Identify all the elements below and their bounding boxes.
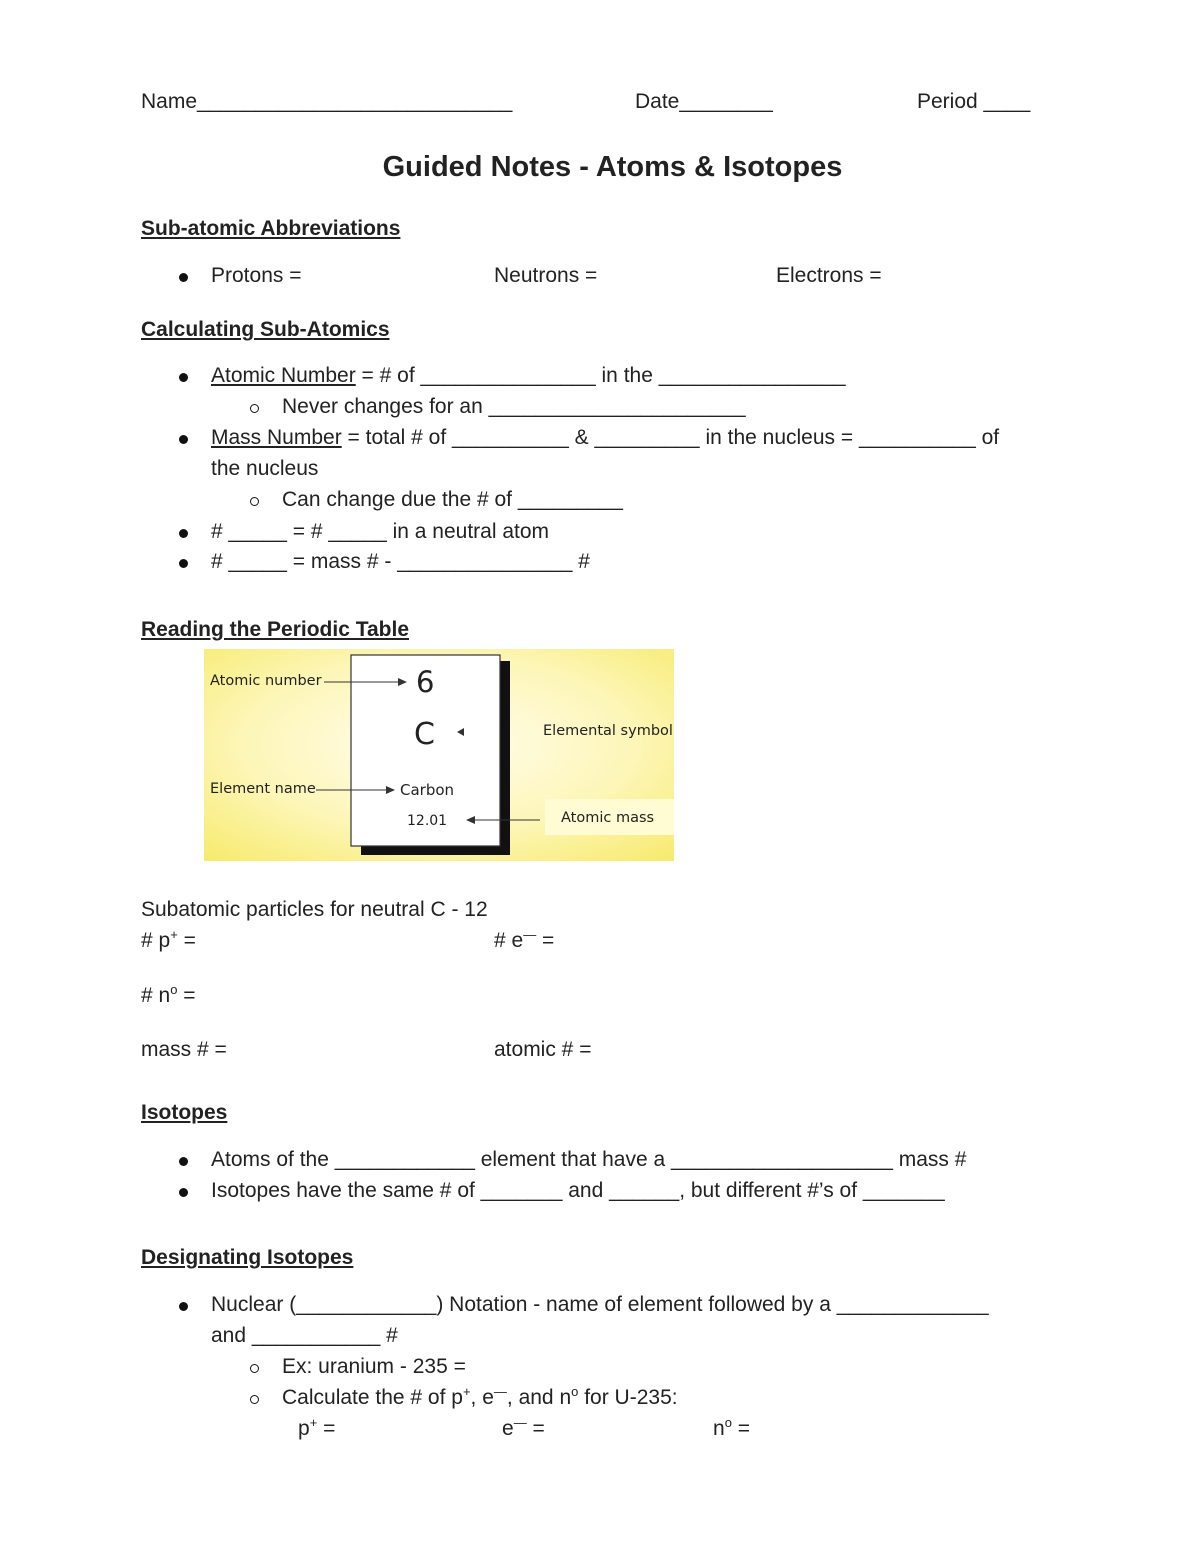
answer-n-text: n <box>713 1417 725 1440</box>
heading-abbreviations: Sub-atomic Abbreviations <box>141 217 401 240</box>
answer-e <box>502 1417 545 1441</box>
name-field[interactable]: Name___________________________ <box>141 90 513 113</box>
bullet <box>179 373 188 382</box>
bullet <box>179 529 188 538</box>
isotopes-bullet-1: Atoms of the ____________ element that have a ___________________ mass # <box>211 1148 967 1171</box>
mass-number-term: Mass Number <box>211 426 342 449</box>
heading-isotopes: Isotopes <box>141 1101 228 1124</box>
heading-designating: Designating Isotopes <box>141 1246 354 1269</box>
sub-bullet <box>250 1364 259 1373</box>
bullet <box>179 1188 188 1197</box>
calculate-line <box>282 1386 678 1410</box>
neutral-atom-line: # _____ = # _____ in a neutral atom <box>211 520 550 543</box>
period-field[interactable]: Period ____ <box>917 90 1031 113</box>
atomic-number-value: 6 <box>416 665 435 699</box>
nuclear-notation-line-1: Nuclear (____________) Notation - name of element followed by a _____________ <box>211 1293 989 1316</box>
page-title: Guided Notes - Atoms & Isotopes <box>382 151 843 183</box>
element-symbol: C <box>414 717 435 752</box>
mass-number-cont: the nucleus <box>211 457 319 480</box>
answer-n-eq: = <box>731 1417 751 1440</box>
heading-periodic-table: Reading the Periodic Table <box>141 618 409 641</box>
p-plus-sup: + <box>170 927 178 942</box>
calc-mid-1: , e <box>470 1386 494 1409</box>
n-zero-eq: = <box>177 984 196 1007</box>
example-line: Ex: uranium - 235 = <box>282 1355 466 1378</box>
element-name-value: Carbon <box>400 781 455 799</box>
sub-bullet <box>250 497 259 506</box>
answer-p-text: p <box>298 1417 310 1440</box>
answer-n <box>713 1417 750 1441</box>
atomic-mass-value: 12.01 <box>407 813 448 829</box>
atomic-number-label: Atomic number <box>210 673 322 689</box>
answer-p <box>298 1417 335 1441</box>
e-minus-line <box>494 929 554 953</box>
elemental-symbol-label: Elemental symbol <box>543 723 673 739</box>
can-change-line: Can change due the # of _________ <box>282 488 623 511</box>
n-zero-text: # n <box>141 984 171 1007</box>
e-minus-text: # e <box>494 929 524 952</box>
protons-label: Protons = <box>211 264 302 287</box>
p-plus-line <box>141 929 196 953</box>
atomic-number-line <box>211 364 846 388</box>
answer-e-sup: — <box>513 1415 527 1430</box>
electrons-label: Electrons = <box>776 264 882 287</box>
calc-sup-e: — <box>493 1384 507 1399</box>
element-name-label: Element name <box>210 781 316 797</box>
answer-e-text: e <box>502 1417 514 1440</box>
calc-sup-n: o <box>571 1384 579 1399</box>
sub-bullet <box>250 404 259 413</box>
n-zero-line <box>141 984 196 1008</box>
mass-number-line <box>211 426 999 450</box>
atomic-number-prompt: atomic # = <box>494 1038 592 1061</box>
bullet <box>179 435 188 444</box>
calc-mid-2: , and n <box>506 1386 572 1409</box>
calc-post: for U-235: <box>578 1386 678 1409</box>
subatomic-title: Subatomic particles for neutral C - 12 <box>141 898 488 921</box>
n-zero-sup: o <box>170 982 178 997</box>
answer-e-eq: = <box>526 1417 545 1440</box>
bullet <box>179 1157 188 1166</box>
answer-p-eq: = <box>317 1417 336 1440</box>
bullet <box>179 273 188 282</box>
e-minus-eq: = <box>536 929 555 952</box>
periodic-element-figure <box>204 649 674 861</box>
isotopes-bullet-2: Isotopes have the same # of _______ and ______, but different #’s of _______ <box>211 1179 945 1202</box>
bullet <box>179 559 188 568</box>
p-plus-text: # p <box>141 929 171 952</box>
atomic-number-rest: = # of _______________ in the ________________ <box>355 364 846 387</box>
never-changes-line: Never changes for an ______________________ <box>282 395 746 418</box>
bullet <box>179 1302 188 1311</box>
neutrons-label: Neutrons = <box>494 264 598 287</box>
calc-sup-p: + <box>462 1384 471 1399</box>
mass-number-prompt: mass # = <box>141 1038 227 1061</box>
sub-bullet <box>250 1395 259 1404</box>
atomic-number-term: Atomic Number <box>211 364 356 387</box>
e-minus-sup: — <box>523 927 537 942</box>
answer-p-sup: + <box>309 1415 318 1430</box>
heading-calculating: Calculating Sub-Atomics <box>141 318 390 341</box>
nuclear-notation-line-2: and ___________ # <box>211 1324 398 1347</box>
calc-pre: Calculate the # of p <box>282 1386 463 1409</box>
p-plus-eq: = <box>177 929 196 952</box>
answer-n-sup: o <box>724 1415 732 1430</box>
mass-minus-line: # _____ = mass # - _______________ # <box>211 550 590 573</box>
mass-number-rest: = total # of __________ & _________ in the nucleus = __________ of <box>341 426 1000 449</box>
atomic-mass-label: Atomic mass <box>561 810 655 826</box>
date-field[interactable]: Date________ <box>635 90 773 113</box>
